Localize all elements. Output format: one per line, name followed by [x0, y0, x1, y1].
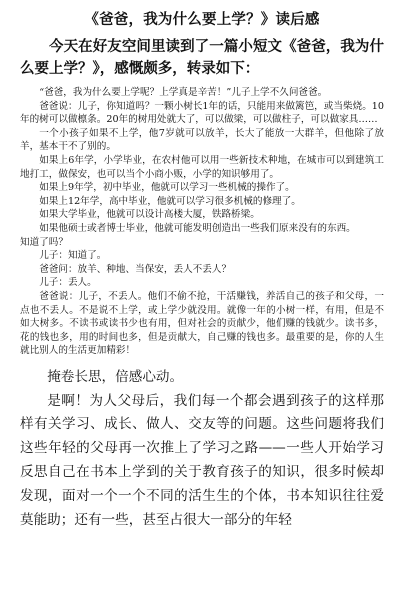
quoted-story — [20, 86, 384, 358]
document-title: 《爸爸，我为什么要上学？》读后感 — [84, 11, 320, 28]
quote-line: 爸爸说：儿子，不丢人。他们不偷不抢，干活赚钱，养活自己的孩子和父母，一点也不丢人。不是说不上学，或上学少就没用。就像一年的小树一样，有用，但是不如大树多。不读书或读书少也有用，但对社会的贡献少，他们赚的钱就少。读书多，花的钱也多，用的时间也多，但是贡献大，自己赚的钱也多。最重要的是，你的人生就比别人的生活更加精彩！ — [20, 290, 384, 357]
reflection-paragraph: 是啊！为人父母后，我们每一个都会遇到孩子的这样那样有关学习、成长、做人、交友等的问题。这些问题将我们这些年轻的父母再一次推上了学习之路——一些人开始学习反思自己在书本上学到的关于教育孩子的知识，很多时候却发现，面对一个一个不同的活生生的个体，书本知识往往爱莫能助；还有一些，甚至占很大一部分的年轻 — [20, 392, 384, 528]
quote-line: 如果上9年学，初中毕业，他就可以学习一些机械的操作了。 — [39, 182, 295, 194]
quote-line: 一个小孩子如果不上学，他7岁就可以放羊，长大了能放一大群羊，但他除了放羊，基本干不了别的。 — [20, 127, 384, 153]
quote-line: 儿子：丢人。 — [39, 277, 97, 289]
quote-line: 如果上12年学，高中毕业，他就可以学习很多机械的修理了。 — [39, 195, 301, 207]
quote-line: “爸爸，我为什么要上学呢？上学真是辛苦！”儿子上学不久问爸爸。 — [39, 87, 328, 98]
quote-line: 如果上6年学，小学毕业，在农村他可以用一些新技术种地，在城市可以到建筑工地打工，做保安，也可以当个小商小贩，小学的知识够用了。 — [20, 154, 384, 180]
quote-line: 如果他硕士或者博士毕业，他就可能发明创造出一些我们原来没有的东西。 — [39, 222, 356, 234]
intro-paragraph: 今天在好友空间里读到了一篇小短文《爸爸，我为什么要上学？》，感慨颇多，转录如下： — [20, 38, 384, 77]
quote-line: 儿子：知道了。 — [39, 250, 107, 262]
quote-line: 爸爸说：儿子，你知道吗？一颗小树长1年的话，只能用来做篱笆，或当柴烧。10年的树可以做檩条。20年的树用处就大了，可以做梁，可以做柱子，可以做家具…… — [20, 100, 384, 126]
quote-line: 爸爸问：放羊、种地、当保安，丢人不丢人？ — [39, 263, 232, 275]
quote-line: 如果大学毕业，他就可以设计高楼大厦，铁路桥梁。 — [39, 209, 260, 221]
reflection-paragraph: 掩卷长思，倍感心动。 — [47, 368, 184, 385]
quote-line: 知道了吗？ — [20, 236, 68, 248]
